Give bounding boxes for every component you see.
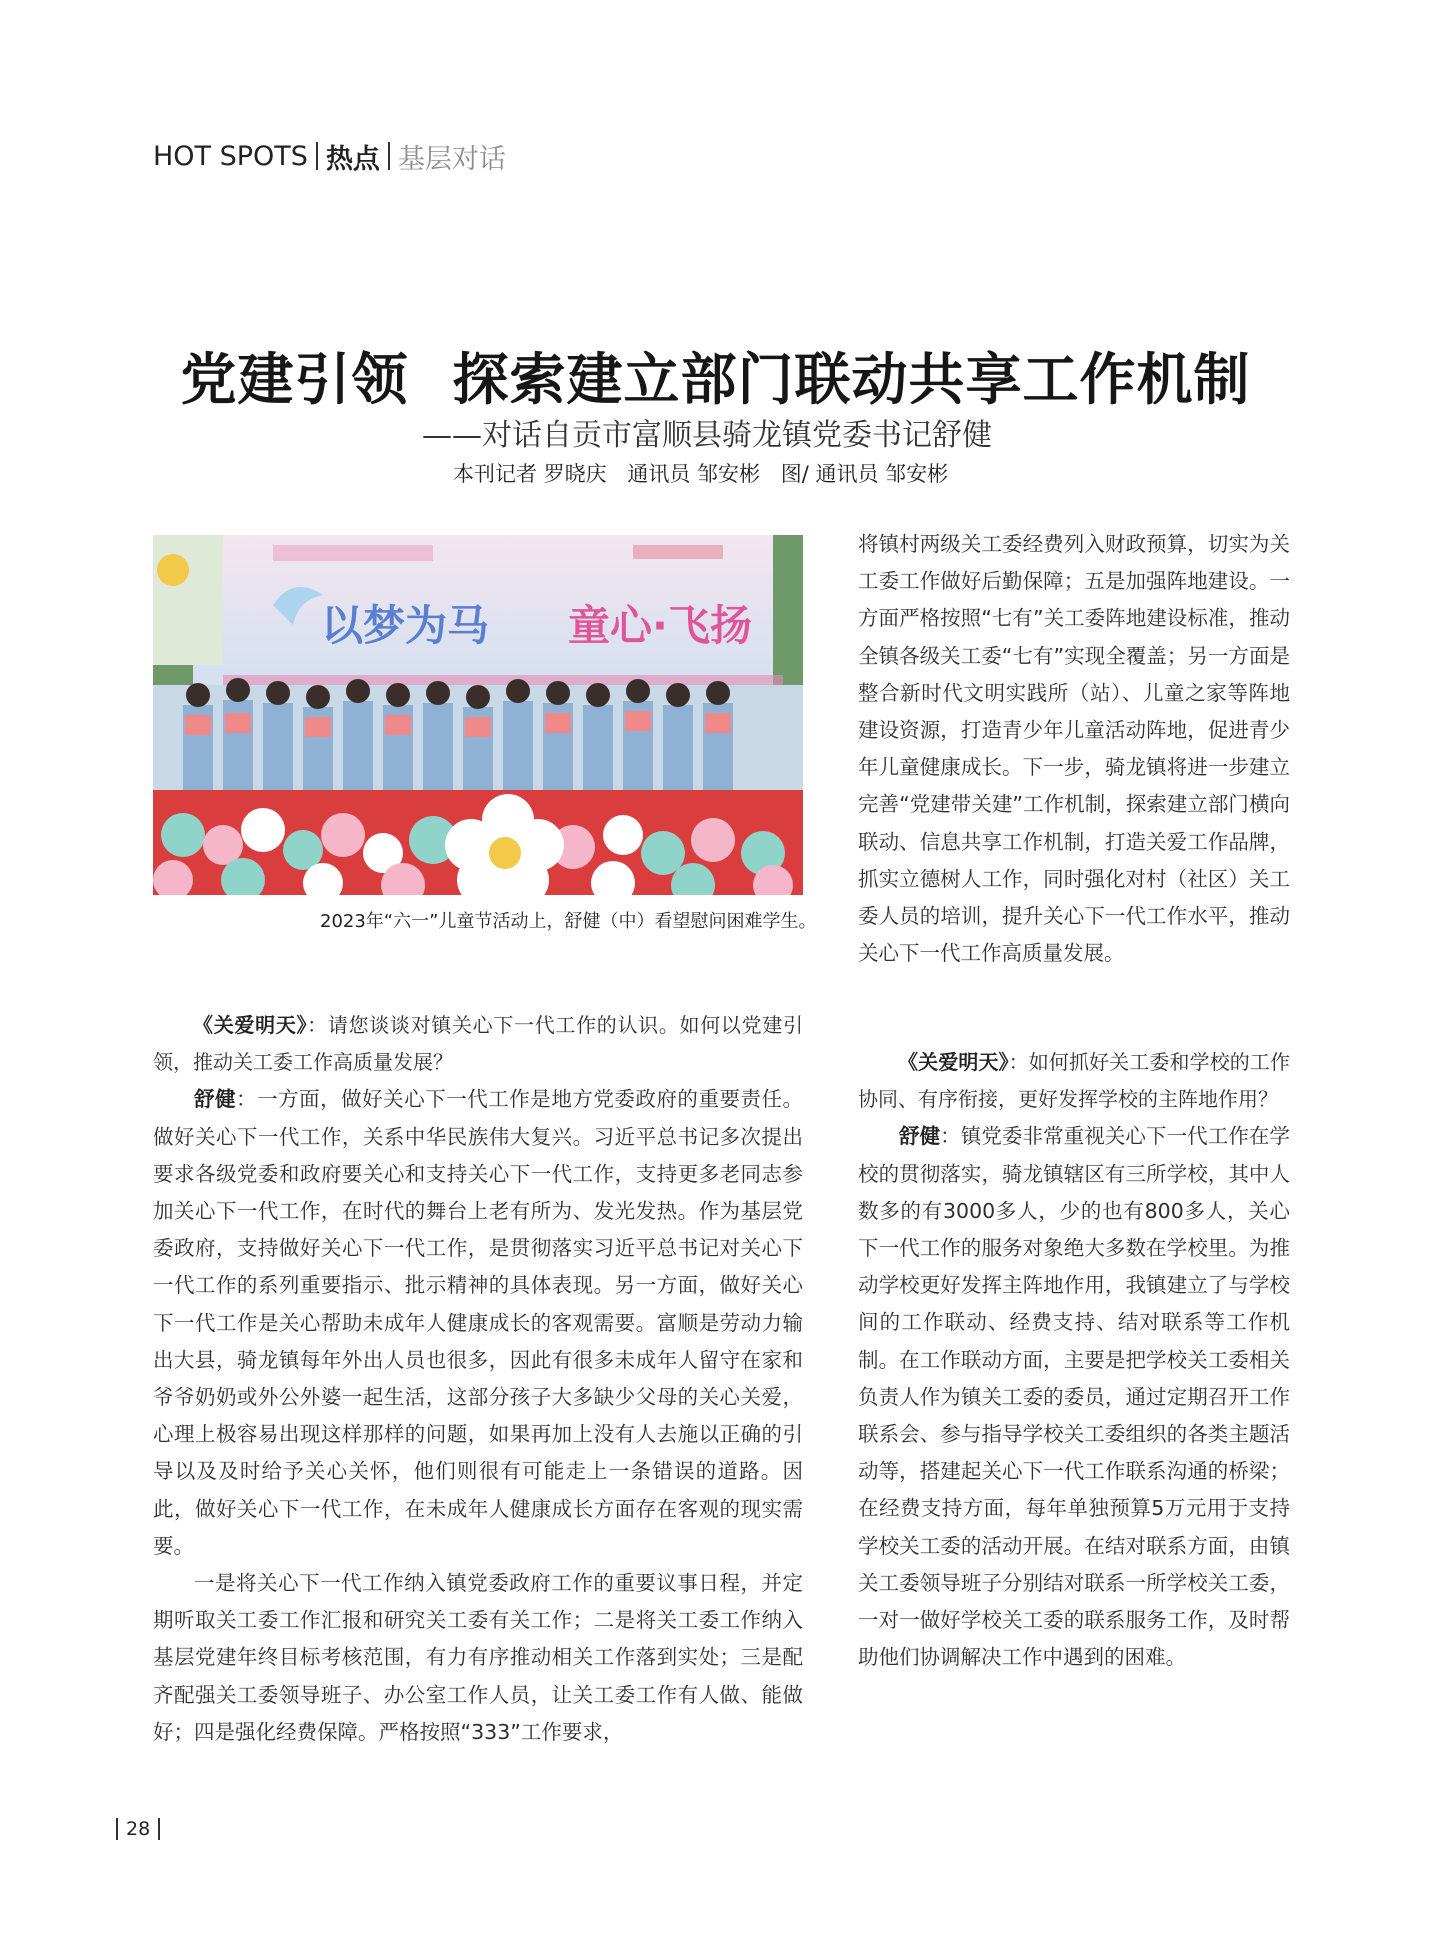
article-title-part1: 党建引领 [180, 347, 409, 413]
question-2-text: ：如何抓好关工委和学校的工作协同、有序衔接，更好发挥学校的主阵地作用？ [858, 1050, 1291, 1112]
banner-text-right: 童心·飞扬 [568, 601, 752, 650]
right-column [858, 1044, 1290, 1676]
page-number [108, 1818, 168, 1840]
event-photo [153, 535, 803, 895]
page-number-text: 28 [126, 1818, 151, 1840]
right-column-continuation [858, 526, 1290, 972]
answer-1 [153, 1081, 803, 1565]
byline-correspondent: 通讯员 邹安彬 [627, 462, 761, 486]
answer-1-text: ：一方面，做好关心下一代工作是地方党委政府的重要责任。做好关心下一代工作，关系中华民族伟大复兴。习近平总书记多次提出要求各级党委和政府要关心和支持关心下一代工作，支持更多老同志参加关心下一代工作，在时代的舞台上老有所为、发光发热。作为基层党委政府，支持做好关心下一代工作，是贯彻落实习近平总书记对关心下一代工作的系列重要指示、批示精神的具体表现。另一方面，做好关心下一代工作是关心帮助未成年人健康成长的客观需要。富顺是劳动力输出大县，骑龙镇每年外出人员也很多，因此有很多未成年人留守在家和爷爷奶奶或外公外婆一起生活，这部分孩子大多缺少父母的关心关爱，心理上极容易出现这样那样的问题，如果再加上没有人去施以正确的引导以及及时给予关心关怀，他们则很有可能走上一条错误的道路。因此，做好关心下一代工作，在未成年人健康成长方面存在客观的现实需要。 [153, 1087, 804, 1558]
continuation-paragraph: 将镇村两级关工委经费列入财政预算，切实为关工委工作做好后勤保障；五是加强阵地建设。一方面严格按照“七有”关工委阵地建设标准，推动全镇各级关工委“七有”实现全覆盖；另一方面是整合新时代文明实践所（站）、儿童之家等阵地建设资源，打造青少年儿童活动阵地，促进青少年儿童健康成长。下一步，骑龙镇将进一步建立完善“党建带关建”工作机制，探索建立部门横向联动、信息共享工作机制，打造关爱工作品牌，抓实立德树人工作，同时强化对村（社区）关工委人员的培训，提升关心下一代工作水平，推动关心下一代工作高质量发展。 [858, 532, 1290, 966]
header-divider [388, 142, 390, 170]
article-subtitle: ——对话自贡市富顺县骑龙镇党委书记舒健 [422, 418, 992, 453]
answer-2 [858, 1118, 1290, 1676]
page-number-divider [116, 1818, 118, 1840]
question-1 [153, 1007, 803, 1081]
byline-photo-credit: 图/ 通讯员 邹安彬 [780, 462, 949, 486]
section-label-cn: 热点 [325, 143, 380, 175]
answer-2-text: ：镇党委非常重视关心下一代工作在学校的贯彻落实，骑龙镇辖区有三所学校，其中人数多的有3000多人，少的也有800多人，关心下一代工作的服务对象绝大多数在学校里。为推动学校更好发挥主阵地作用，我镇建立了与学校间的工作联动、经费支持、结对联系等工作机制。在工作联动方面，主要是把学校关工委相关负责人作为镇关工委的委员，通过定期召开工作联系会、参与指导学校关工委组织的各类主题活动等，搭建起关心下一代工作联系沟通的桥梁；在经费支持方面，每年单独预算5万元用于支持学校关工委的活动开展。在结对联系方面，由镇关工委领导班子分别结对联系一所学校关工委，一对一做好学校关工委的联系服务工作，及时帮助他们协调解决工作中遇到的困难。 [858, 1124, 1291, 1670]
left-column [153, 1007, 803, 1751]
header-divider [316, 142, 318, 170]
page-number-divider [158, 1818, 160, 1840]
question-1-text: ：请您谈谈对镇关心下一代工作的认识。如何以党建引领，推动关工委工作高质量发展？ [153, 1013, 804, 1075]
banner-text-left: 以梦为马 [321, 601, 490, 650]
article-title [0, 336, 1431, 416]
article-byline [453, 458, 962, 488]
speaker-name: 舒健 [194, 1087, 237, 1112]
column-label: 基层对话 [397, 143, 506, 175]
article-title-part2: 探索建立部门联动共享工作机制 [452, 347, 1251, 413]
speaker-name: 舒健 [899, 1124, 941, 1149]
section-label-en: HOT SPOTS [153, 140, 308, 172]
byline-reporter: 本刊记者 罗晓庆 [453, 462, 607, 486]
answer-1-paragraph-2: 一是将关心下一代工作纳入镇党委政府工作的重要议事日程，并定期听取关工委工作汇报和研究关工委有关工作；二是将关工委工作纳入基层党建年终目标考核范围，有力有序推动相关工作落到实处；三是配齐配强关工委领导班子、办公室工作人员，让关工委工作有人做、能做好；四是强化经费保障。严格按照“333”工作要求， [153, 1571, 803, 1744]
magazine-name: 《关爱明天》 [898, 1050, 1009, 1074]
question-2 [858, 1044, 1290, 1118]
magazine-name: 《关爱明天》 [193, 1013, 308, 1037]
section-header [153, 136, 506, 176]
photo-caption: 2023年“六一”儿童节活动上，舒健（中）看望慰问困难学生。 [320, 911, 817, 932]
